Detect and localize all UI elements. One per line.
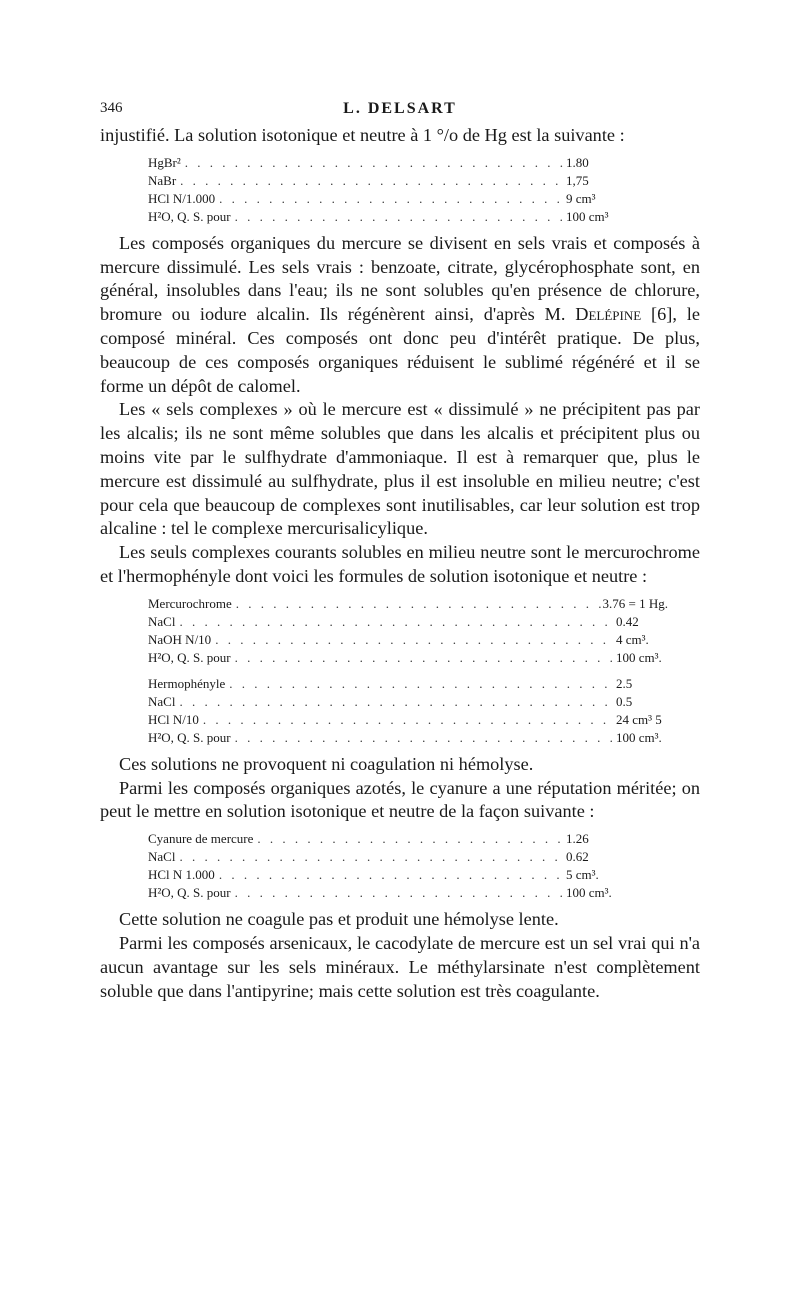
formula-row [148, 613, 668, 631]
formula-row [148, 631, 668, 649]
formula-row [148, 208, 618, 226]
formula-value: 0.42 [616, 613, 639, 629]
paragraph: injustifié. La solution isotonique et neutre à 1 °/o de Hg est la suivante : [100, 125, 625, 145]
author-name: Delépine [575, 304, 642, 325]
formula-ingredient: H²O, Q. S. pour [148, 885, 231, 901]
formula-row [148, 675, 668, 693]
formula-row [148, 595, 668, 613]
formula-ingredient: NaCl [148, 849, 176, 865]
formula-ingredient: Hermophényle [148, 675, 226, 691]
formula-ingredient: NaCl [148, 693, 176, 709]
formula-mercurochrome [148, 595, 668, 747]
paragraph: Les « sels complexes » où le mercure est « dissimulé » ne précipitent pas par les alcalis; ils ne sont même solubles que dans les alcalis et précipitent plus ou moins vite par le sulfhydrate d'ammoniaque. Il est à remarquer que, plus le mercure est dissimulé au sulfhydrate, plus il est insoluble en milieu neutre; c'est pour cela que beaucoup de complexes sont inutilisables, car leur solution est trop alcaline : tel le complexe mercurisalicylique. [100, 399, 700, 539]
formula-value: 1.26 [566, 831, 589, 847]
formula-row [148, 848, 618, 866]
page-header [100, 100, 700, 124]
paragraph: Les composés organiques du mercure se divisent en sels vrais et composés à mercure dissimulé. Les sels vrais : benzoate, citrate, glycérophosphate sont, en général, insolubles dans l'eau; ils ne sont solubles qu'en présence de chlorure, bromure ou iodure alcalin. Ils régénèrent ainsi, d'après M. Delépine [6], le composé minéral. Ces composés ont donc peu d'intérêt pratique. De plus, beaucoup de ces composés organiques réduisent le sublimé régénéré et il se forme un dépôt de calomel. [100, 232, 700, 396]
formula-value: 1.80 [566, 154, 589, 170]
page [100, 100, 700, 1003]
formula-row [148, 711, 668, 729]
formula-row [148, 866, 618, 884]
formula-value: 100 cm³. [616, 649, 662, 665]
formula-value: 0.5 [616, 693, 633, 709]
formula-row [148, 729, 668, 747]
formula-row [148, 172, 618, 190]
formula-row [148, 649, 668, 667]
formula-value: 100 cm³. [616, 729, 662, 745]
formula-value: 3.76 = 1 Hg. [602, 595, 668, 611]
formula-ingredient: HgBr² [148, 154, 181, 170]
formula-hgbr2 [148, 154, 618, 226]
formula-ingredient: NaBr [148, 172, 177, 188]
formula-ingredient: H²O, Q. S. pour [148, 208, 231, 224]
formula-value: 5 cm³. [566, 867, 599, 883]
formula-ingredient: H²O, Q. S. pour [148, 729, 231, 745]
formula-row [148, 830, 618, 848]
paragraph: Cette solution ne coagule pas et produit une hémolyse lente. [119, 909, 559, 930]
formula-row [148, 693, 668, 711]
formula-ingredient: Mercurochrome [148, 595, 232, 611]
formula-row [148, 884, 618, 902]
page-number: 346 [100, 100, 123, 116]
paragraph: Parmi les composés arsenicaux, le cacodylate de mercure est un sel vrai qui n'a aucun avantage sur les sels minéraux. Le méthylarsinate n'est complètement soluble que dans l'antipyrine; mais cette solution est très coagulante. [100, 932, 700, 1001]
paragraph: Ces solutions ne provoquent ni coagulation ni hémolyse. [119, 753, 534, 774]
formula-value: 4 cm³. [616, 631, 649, 647]
formula-value: 100 cm³. [566, 885, 612, 901]
formula-ingredient: NaOH N/10 [148, 631, 212, 647]
formula-value: 24 cm³ 5 [616, 711, 662, 727]
formula-cyanure [148, 830, 618, 902]
paragraph: Les seuls complexes courants solubles en milieu neutre sont le mercurochrome et l'hermophényle dont voici les formules de solution isotonique et neutre : [100, 542, 700, 586]
formula-value: 100 cm³ [566, 208, 609, 224]
formula-ingredient: NaCl [148, 613, 176, 629]
paragraph: Parmi les composés organiques azotés, le cyanure a une réputation méritée; on peut le mettre en solution isotonique et neutre de la façon suivante : [100, 777, 700, 822]
formula-value: 1,75 [566, 172, 589, 188]
running-head: L. DELSART [343, 100, 457, 117]
formula-row [148, 190, 618, 208]
formula-value: 2.5 [616, 675, 633, 691]
formula-ingredient: HCl N 1.000 [148, 867, 215, 883]
formula-ingredient: H²O, Q. S. pour [148, 649, 231, 665]
formula-ingredient: HCl N/1.000 [148, 190, 216, 206]
formula-value: 9 cm³ [566, 190, 596, 206]
formula-value: 0.62 [566, 849, 589, 865]
formula-row [148, 154, 618, 172]
formula-ingredient: Cyanure de mercure [148, 831, 254, 847]
formula-ingredient: HCl N/10 [148, 711, 199, 727]
